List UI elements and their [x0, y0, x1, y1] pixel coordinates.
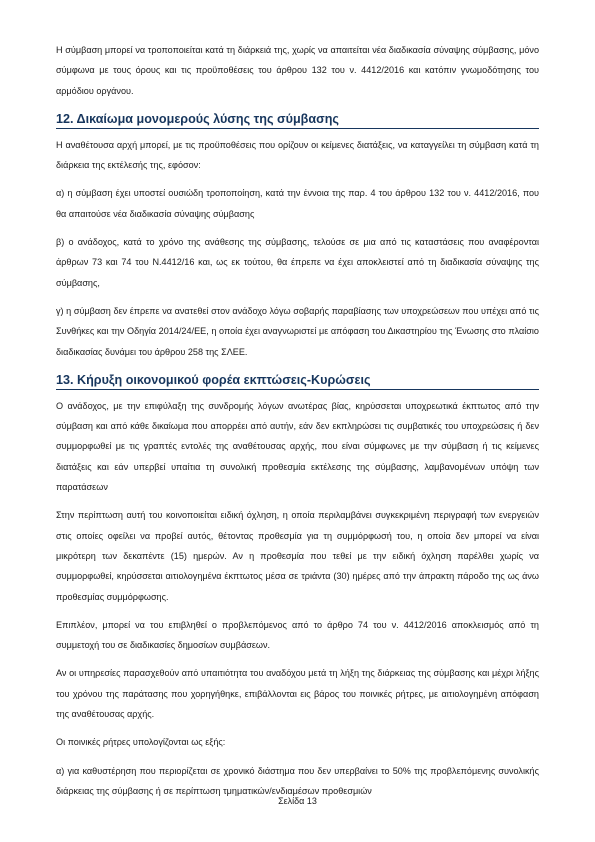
paragraph-amendment: Η σύμβαση μπορεί να τροποποιείται κατά τη διάρκειά της, χωρίς να απαιτείται νέα διαδικασία σύναψης σύμβασης, μόνο σύμφωνα με τους όρους και τις προϋποθέσεις του άρθρου 132 του ν. 4412/2016 και κατόπιν γνωμοδότησης του αρμόδιου οργάνου.	[56, 45, 539, 96]
section-13-paragraph-1: Ο ανάδοχος, με την επιφύλαξη της συνδρομής λόγων ανωτέρας βίας, κηρύσσεται υποχρεωτικά έκπτωτος από την σύμβαση και από κάθε δικαίωμα που απορρέει από αυτήν, εάν δεν εκπληρώσει τις συμβατικές του υποχρεώσεις ή δεν συμμορφωθεί με τις γραπτές εντολές της αναθέτουσας αρχής, που είναι σύμφωνες με την σύμβαση ή τις κείμενες διατάξεις και εάν υπερβεί υπαίτια τη συνολική προθεσμία εκτέλεσης της σύμβασης, λαμβανομένων υπόψη των παρατάσεων	[56, 400, 539, 493]
section-13-paragraph-2: Στην περίπτωση αυτή του κοινοποιείται ειδική όχληση, η οποία περιλαμβάνει συγκεκριμένη περιγραφή των ενεργειών στις οποίες οφείλει να προβεί αυτός, θέτοντας προθεσμία για τη συμμόρφωσή του, η οποία δεν μπορεί να είναι μικρότερη των δεκαπέντε (15) ημερών. Αν η προθεσμία που τεθεί με την ειδική όχληση παρέλθει χωρίς να συμμορφωθεί, κηρύσσεται αιτιολογημένα έκπτωτος μέσα σε τριάντα (30) ημέρες από την άπρακτη πάροδο της ως άνω προθεσμίας συμμόρφωσης.	[56, 510, 539, 602]
section-13-paragraph-4: Αν οι υπηρεσίες παρασχεθούν από υπαιτιότητα του αναδόχου μετά τη λήξη της διάρκειας της σύμβασης και μέχρι λήξης του χρόνου της παράτασης που χορηγήθηκε, επιβάλλονται εις βάρος του ποινικές ρήτρες, με αιτιολογημένη απόφαση της αναθέτουσας αρχής.	[56, 668, 539, 720]
section-12-heading: 12. Δικαίωμα μονομερούς λύσης της σύμβασης	[56, 112, 539, 129]
section-13-paragraph-3: Επιπλέον, μπορεί να του επιβληθεί ο προβλεπόμενος από το άρθρο 74 του ν. 4412/2016 αποκλεισμός από τη συμμετοχή του σε διαδικασίες δημοσίων συμβάσεων.	[56, 619, 539, 651]
section-12-item-b: β) ο ανάδοχος, κατά το χρόνο της ανάθεσης της σύμβασης, τελούσε σε μια από τις καταστάσεις που αναφέρονται άρθρων 73 και 74 του Ν.4412/16 και, ως εκ τούτου, θα έπρεπε να έχει αποκλειστεί από τη διαδικασία σύναψης της σύμβασης,	[56, 237, 539, 288]
page-number-footer: Σελίδα 13	[278, 796, 317, 806]
section-12-item-c: γ) η σύμβαση δεν έπρεπε να ανατεθεί στον ανάδοχο λόγω σοβαρής παραβίασης των υποχρεώσεων που υπέχει από τις Συνθήκες και την Οδηγία 2014/24/ΕΕ, η οποία έχει αναγνωριστεί με απόφαση του Δικαστηρίου της Ένωσης στο πλαίσιο διαδικασίας δυνάμει του άρθρου 258 της ΣΛΕΕ.	[56, 305, 539, 357]
section-12-item-a: α) η σύμβαση έχει υποστεί ουσιώδη τροποποίηση, κατά την έννοια της παρ. 4 του άρθρου 132 του ν. 4412/2016, που θα απαιτούσε νέα διαδικασία σύναψης σύμβασης	[56, 188, 539, 219]
section-13-heading: 13. Κήρυξη οικονομικού φορέα εκπτώσεις-Κυρώσεις	[56, 373, 539, 390]
document-page	[56, 40, 539, 809]
section-12-intro: Η αναθέτουσα αρχή μπορεί, με τις προϋποθέσεις που ορίζουν οι κείμενες διατάξεις, να καταγγείλει τη σύμβαση κατά τη διάρκεια της εκτέλεσής της, εφόσον:	[56, 139, 539, 171]
section-13-paragraph-5: Οι ποινικές ρήτρες υπολογίζονται ως εξής:	[56, 737, 226, 748]
section-13-paragraph-6: α) για καθυστέρηση που περιορίζεται σε χρονικό διάστημα που δεν υπερβαίνει το 50% της προβλεπόμενης συνολικής διάρκειας της σύμβασης ή σε περίπτωση τμηματικών/ενδιαμέσων προθεσμιών	[56, 765, 539, 796]
